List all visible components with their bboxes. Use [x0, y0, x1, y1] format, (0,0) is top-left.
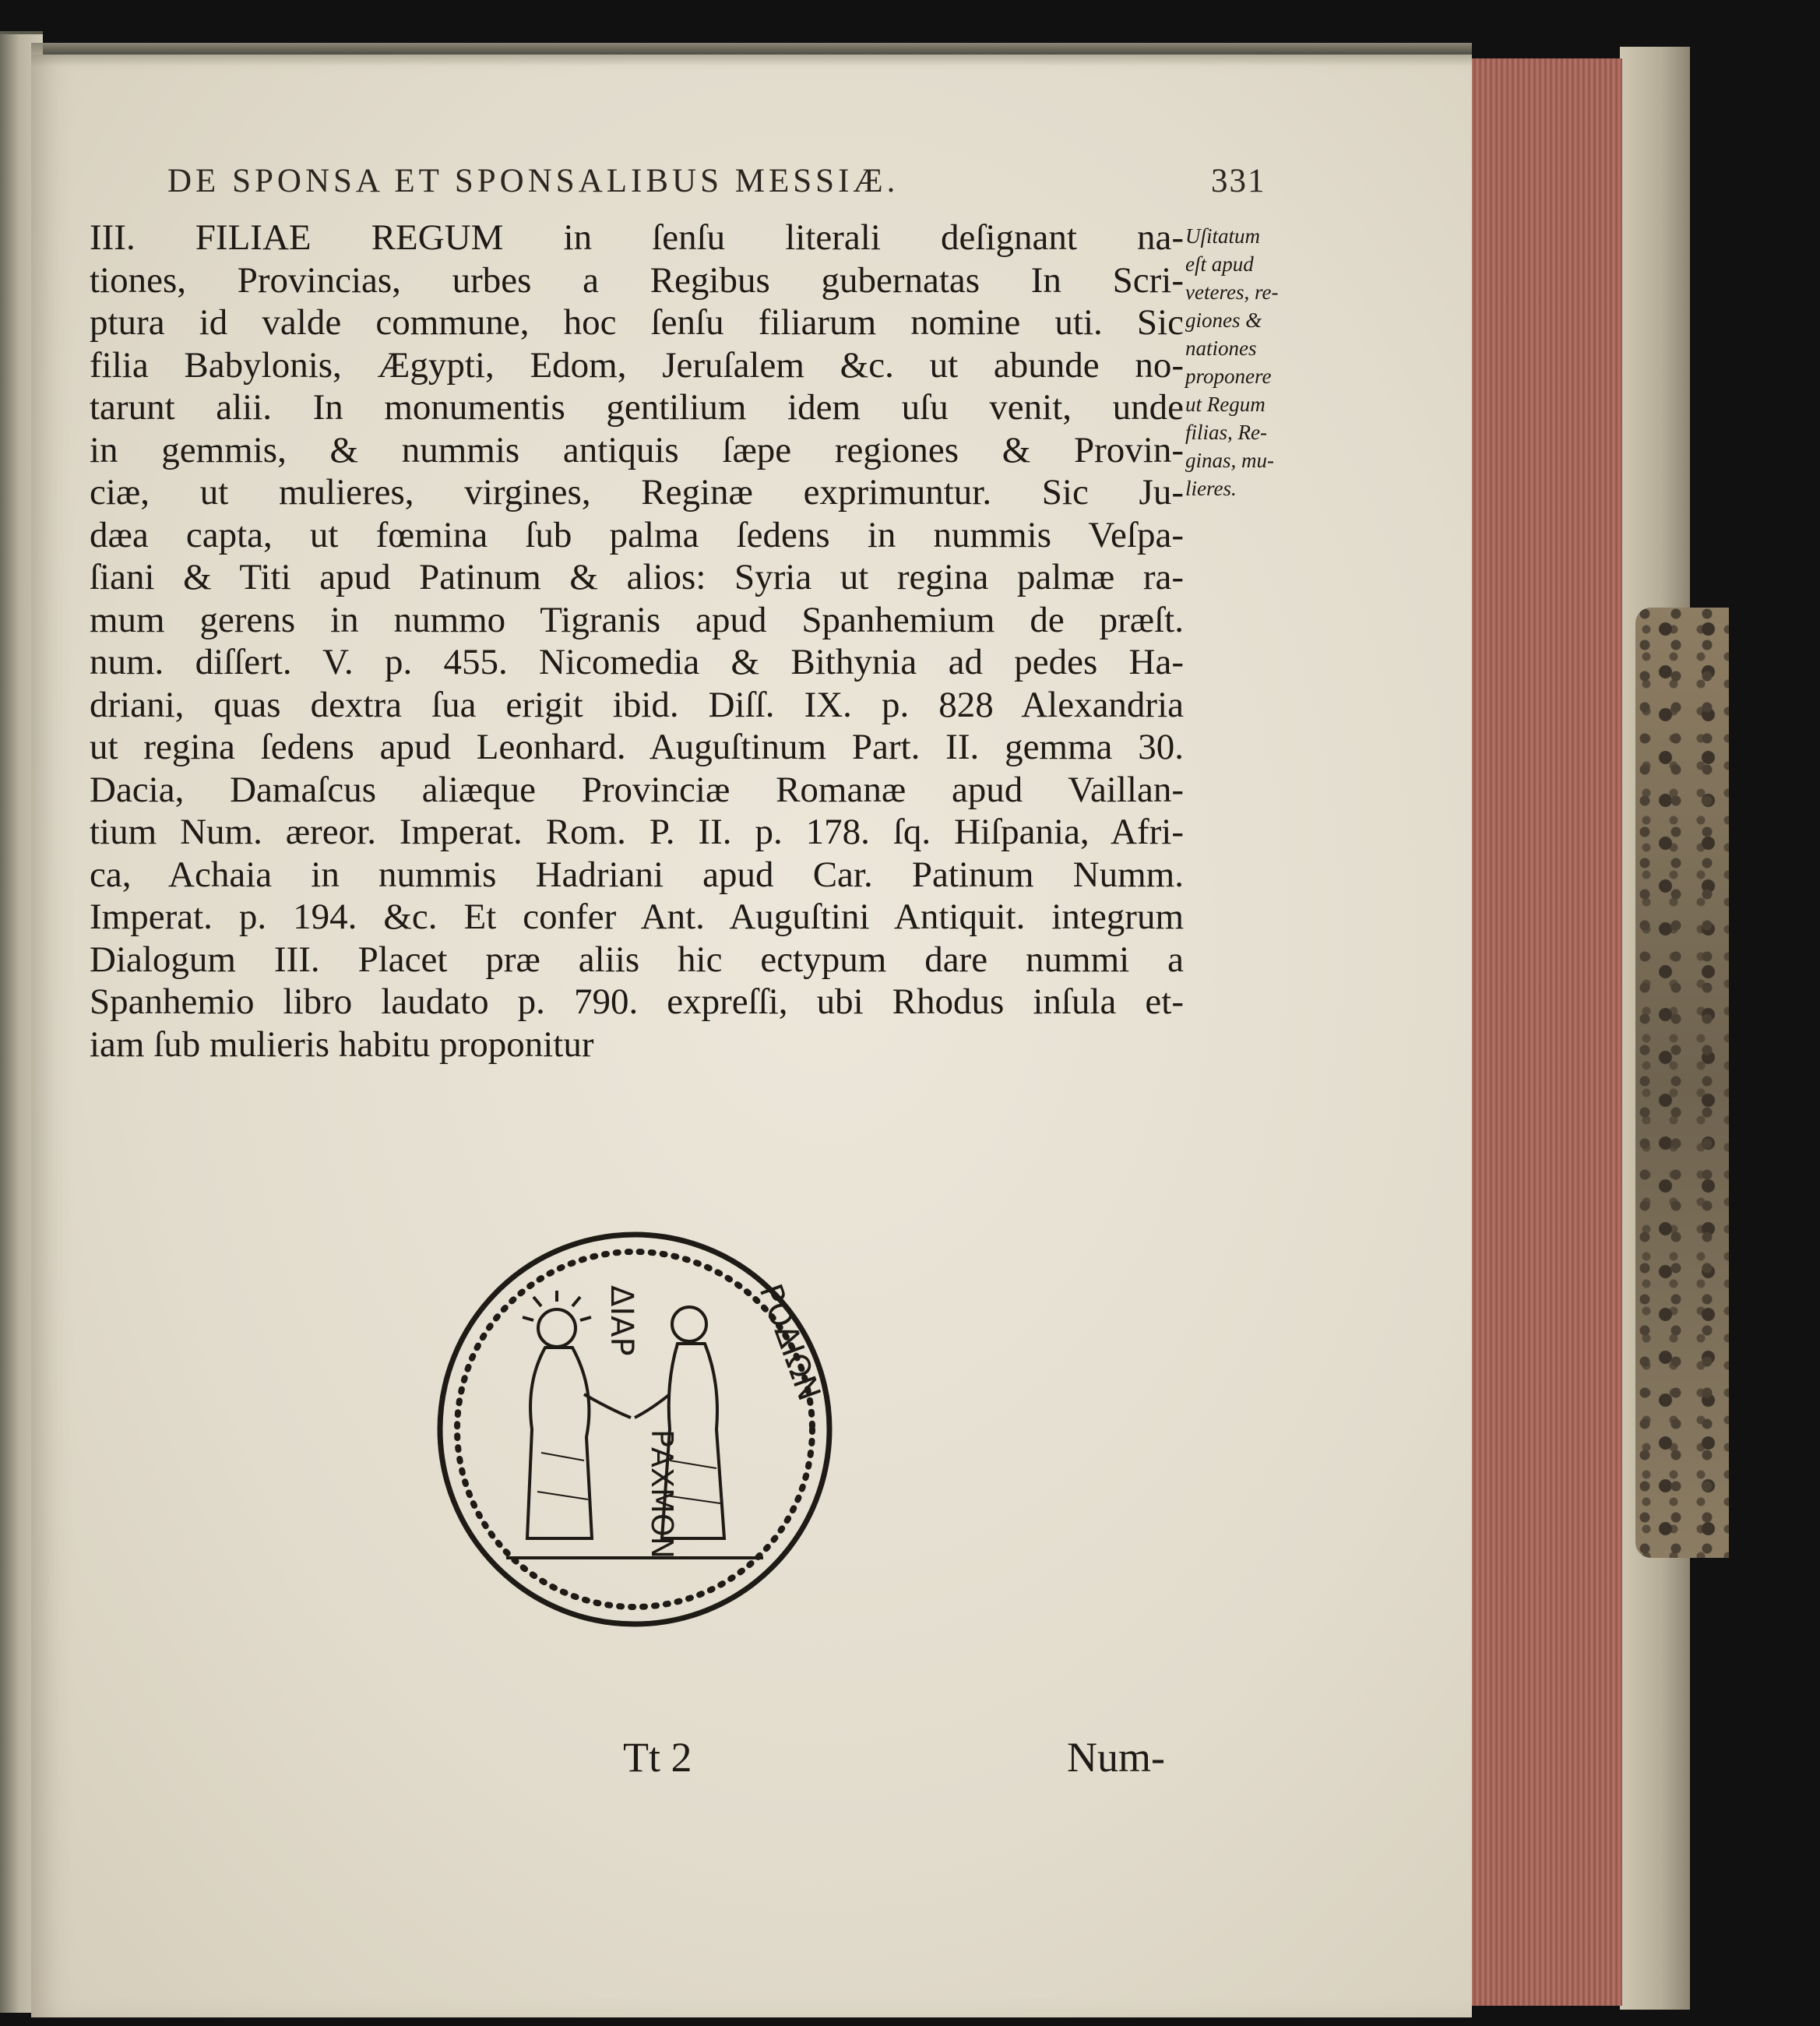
marginal-line: eſt apud	[1185, 252, 1254, 276]
running-title: DE SPONSA ET SPONSALIBUS MESSIÆ.	[167, 163, 899, 199]
text-line: ca, Achaia in nummis Hadriani apud Car. Patinum Numm.	[90, 854, 1184, 895]
coin-legend-center: ΡΑΧΜΟΝ	[645, 1429, 679, 1559]
text-line: Imperat. p. 194. &c. Et confer Ant. Auguſtini Antiquit. integrum	[90, 897, 1184, 937]
text-line: filia Babylonis, Ægypti, Edom, Jeruſalem &c. ut abunde no-	[90, 344, 1184, 386]
page-number: 331	[1211, 163, 1266, 199]
text-line: num. diſſert. V. p. 455. Nicomedia & Bithynia ad pedes Ha-	[90, 642, 1184, 682]
text-line: ciæ, ut mulieres, virgines, Reginæ exprimuntur. Sic Ju-	[90, 472, 1184, 513]
text-line: in gemmis, & nummis antiquis ſæpe regiones & Provin-	[90, 429, 1184, 470]
text-line: driani, quas dextra ſua erigit ibid. Diſſ. IX. p. 828 Alexandria	[90, 684, 1184, 725]
text-line: mum gerens in nummo Tigranis apud Spanhemium de præſt.	[90, 599, 1184, 640]
marginal-line: nationes	[1185, 336, 1257, 360]
text-line: tium Num. æreor. Imperat. Rom. P. II. p. 178. ſq. Hiſpania, Afri-	[90, 812, 1184, 852]
marginal-note	[1185, 222, 1333, 502]
marginal-line: Uſitatum	[1185, 224, 1261, 248]
text-line: iam ſub mulieris habitu proponitur	[90, 1024, 594, 1065]
marginal-line: veteres, re-	[1185, 280, 1279, 304]
text-line: Spanhemio libro laudato p. 790. expreſſi, ubi Rhodus inſula et-	[90, 981, 1184, 1022]
marginal-line: lieres.	[1185, 477, 1237, 500]
marginal-line: ut Regum	[1185, 393, 1266, 416]
marginal-line: filias, Re-	[1185, 421, 1267, 444]
text-line: dæa capta, ut fœmina ſub palma ſedens in nummis Veſpa-	[90, 514, 1184, 555]
coin-legend-right: ΡΟΔΙΩΝ	[752, 1279, 827, 1406]
text-line: III. FILIAE REGUM in ſenſu literali deſignant na-	[90, 217, 1184, 258]
catchword: Num-	[1067, 1734, 1165, 1781]
coin-legend-left: ΔΙΑΡ	[604, 1285, 639, 1356]
text-line: tarunt alii. In monumentis gentilium idem uſu venit, unde	[90, 387, 1184, 428]
red-page-edges	[1456, 58, 1622, 2006]
page-top-shadow	[31, 43, 1472, 66]
marginal-line: giones &	[1185, 308, 1262, 332]
main-text-block	[90, 217, 1184, 1066]
text-line: ut regina ſedens apud Leonhard. Auguſtinum Part. II. gemma 30.	[90, 727, 1184, 767]
marginal-line: proponere	[1185, 365, 1272, 388]
marbled-binding	[1635, 608, 1729, 1558]
signature-mark: Tt 2	[623, 1734, 692, 1781]
running-header	[167, 162, 1266, 200]
text-line: Dialogum III. Placet præ aliis hic ectypum dare nummi a	[90, 939, 1184, 980]
rhodes-coin-engraving	[432, 1227, 837, 1632]
marginal-line: ginas, mu-	[1185, 449, 1274, 472]
text-line: Dacia, Damaſcus aliæque Provinciæ Romanæ apud Vaillan-	[90, 769, 1184, 810]
text-line: ſiani & Titi apud Patinum & alios: Syria ut regina palmæ ra-	[90, 557, 1184, 597]
text-line: ptura id valde commune, hoc ſenſu filiarum nomine uti. Sic	[90, 302, 1184, 343]
text-line: tiones, Provincias, urbes a Regibus gubernatas In Scri-	[90, 259, 1184, 301]
